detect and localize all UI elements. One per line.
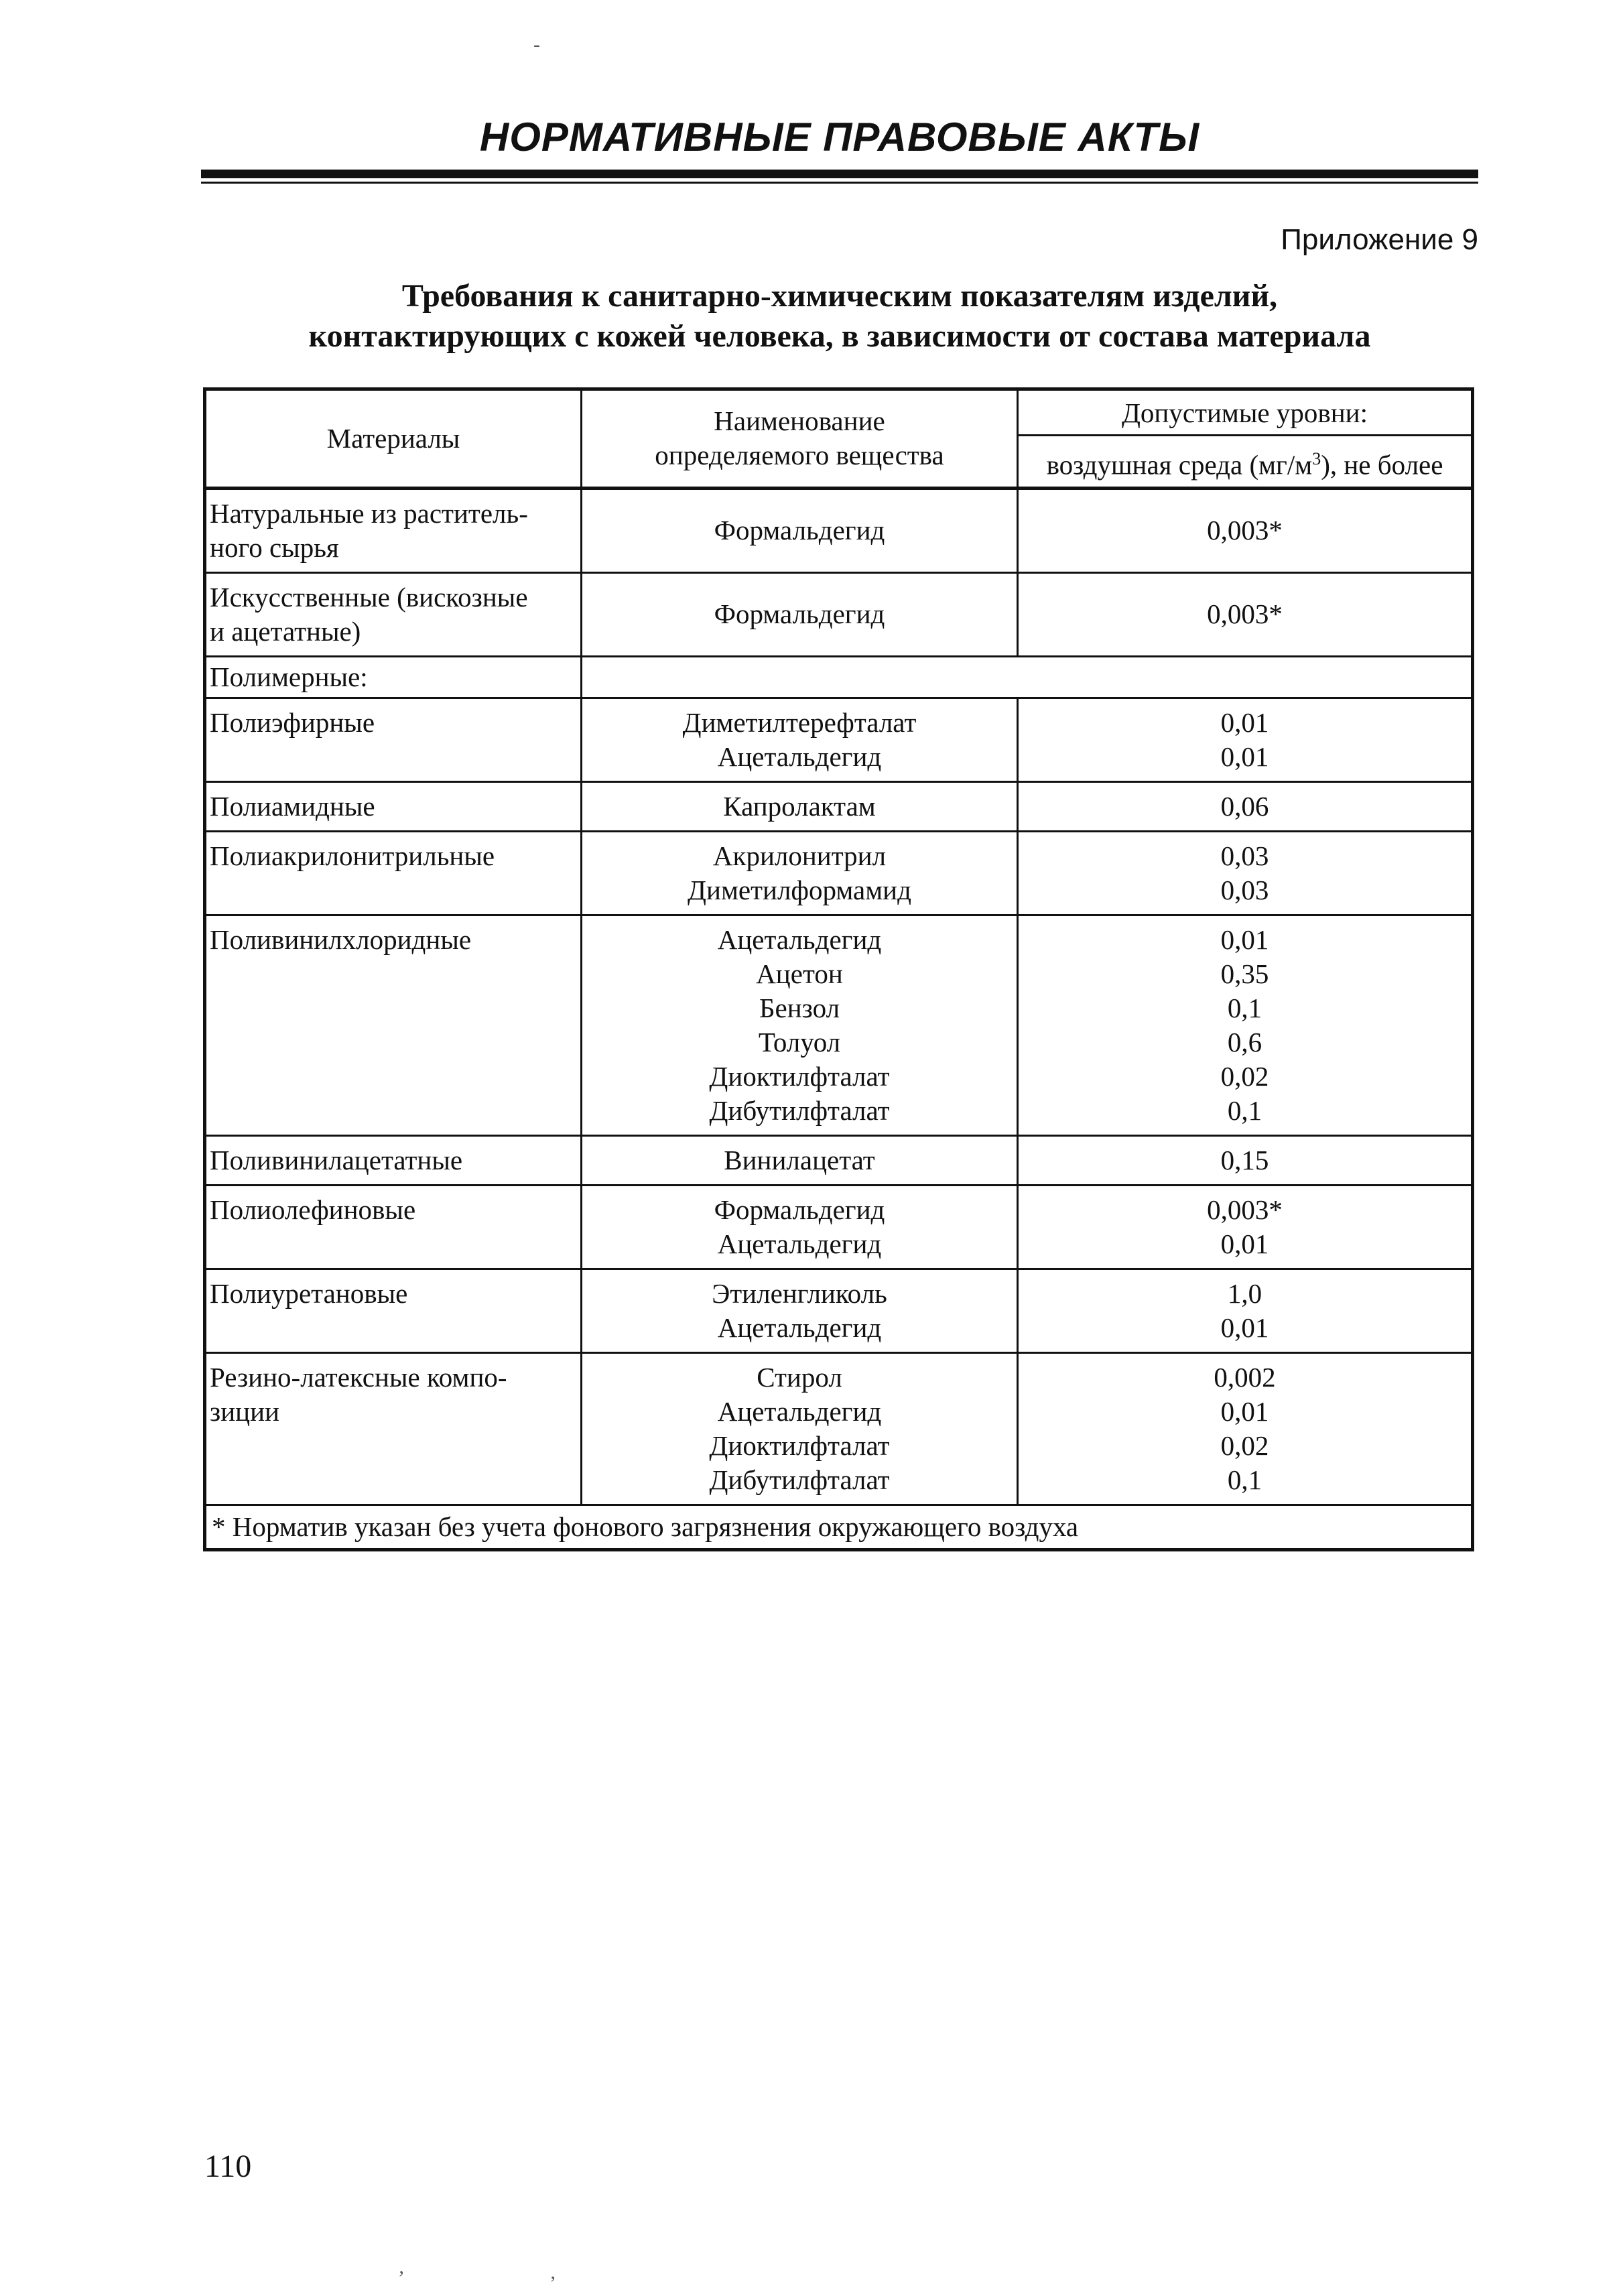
level-cell: [1018, 1135, 1473, 1185]
requirements-table: [203, 387, 1474, 1551]
level-cell: [1018, 488, 1473, 572]
substance-cell: [582, 1185, 1018, 1269]
level-value: 0,03: [1220, 874, 1269, 905]
page-number: 110: [204, 2149, 252, 2184]
level-cell: [1018, 915, 1473, 1135]
level-value: 0,003*: [1207, 1194, 1283, 1225]
material-line: Полиэфирные: [210, 706, 375, 738]
level-cell: [1018, 572, 1473, 656]
level-value: 0,6: [1227, 1026, 1262, 1058]
material-line: Полиолефиновые: [210, 1194, 416, 1225]
level-value: 0,02: [1220, 1429, 1269, 1461]
table-row: [205, 488, 1473, 572]
material-cell: [205, 572, 582, 656]
level-value: 0,06: [1220, 790, 1269, 822]
footnote: * Норматив указан без учета фонового загрязнения окружающего воздуха: [205, 1505, 1473, 1549]
level-value: 0,1: [1227, 992, 1262, 1023]
table-row: [205, 1185, 1473, 1269]
title-line: контактирующих с кожей человека, в зависимости от состава материала: [308, 318, 1371, 354]
substance-name: Дибутилфталат: [709, 1464, 890, 1495]
table-row: [205, 572, 1473, 656]
material-line: Искусственные (вискозные: [210, 581, 528, 613]
material-cell: [205, 915, 582, 1135]
material-line: Полиакрилонитрильные: [210, 840, 495, 871]
levels-unit-pre: воздушная среда (мг/м: [1046, 449, 1313, 481]
substance-cell: [582, 1352, 1018, 1505]
substance-name: Винилацетат: [724, 1144, 875, 1175]
substance-name: Ацетальдегид: [717, 1228, 882, 1259]
level-value: 0,01: [1220, 1312, 1269, 1343]
table-row: [205, 698, 1473, 781]
header-substance-line: Наименование: [714, 405, 885, 437]
substance-cell: [582, 781, 1018, 831]
table-row: [205, 831, 1473, 915]
material-cell: [205, 1352, 582, 1505]
level-value: 0,01: [1220, 741, 1269, 772]
substance-name: Капролактам: [723, 790, 876, 822]
level-cell: [1018, 831, 1473, 915]
level-value: 0,01: [1220, 923, 1269, 955]
running-header: НОРМАТИВНЫЕ ПРАВОВЫЕ АКТЫ: [479, 115, 1200, 160]
header-materials: Материалы: [205, 389, 582, 489]
substance-name: Акрилонитрил: [712, 840, 887, 871]
material-cell: [205, 1135, 582, 1185]
material-line: и ацетатные): [210, 615, 361, 647]
material-cell: [205, 831, 582, 915]
table-row: [205, 1269, 1473, 1352]
header-levels: Допустимые уровни:: [1018, 389, 1473, 436]
header-rule-thin: [201, 182, 1478, 184]
level-cell: [1018, 1352, 1473, 1505]
substance-name: Формальдегид: [714, 1194, 885, 1225]
appendix-label: Приложение 9: [1281, 223, 1478, 256]
level-cell: [1018, 781, 1473, 831]
scan-speck: ‚: [398, 2256, 405, 2278]
material-cell: [205, 698, 582, 781]
level-value: 0,003*: [1207, 598, 1283, 630]
material-line: зиции: [210, 1395, 279, 1427]
substance-cell: [582, 488, 1018, 572]
material-line: ного сырья: [210, 531, 339, 563]
header-substance-line: определяемого вещества: [655, 440, 944, 471]
substance-name: Бензол: [759, 992, 840, 1023]
material-line: Полимерные:: [210, 661, 368, 692]
scan-speck: -: [533, 34, 540, 56]
substance-cell: [582, 915, 1018, 1135]
level-value: 0,002: [1214, 1361, 1276, 1393]
material-line: Резино-латексные компо-: [210, 1361, 507, 1393]
scan-speck: ‚: [549, 2261, 556, 2283]
title-line: Требования к санитарно-химическим показателям изделий,: [401, 278, 1278, 314]
table-row: [205, 656, 1473, 698]
level-value: 0,1: [1227, 1094, 1262, 1126]
substance-name: Ацетальдегид: [717, 923, 882, 955]
level-value: 0,15: [1220, 1144, 1269, 1175]
level-value: 0,01: [1220, 1395, 1269, 1427]
substance-cell: [582, 698, 1018, 781]
material-line: Поливинилацетатные: [210, 1144, 463, 1175]
substance-name: Этиленгликоль: [712, 1277, 887, 1309]
table-row: [205, 915, 1473, 1135]
material-cell: [205, 656, 582, 698]
level-value: 0,01: [1220, 1228, 1269, 1259]
substance-cell: [582, 831, 1018, 915]
substance-name: Формальдегид: [714, 598, 885, 630]
substance-cell: [582, 1269, 1018, 1352]
level-value: 1,0: [1227, 1277, 1262, 1309]
substance-name: Диметилтерефталат: [682, 706, 917, 738]
material-line: Полиамидные: [210, 790, 375, 822]
level-value: 0,35: [1220, 958, 1269, 989]
header-substance: [582, 389, 1018, 489]
empty-cell: [582, 656, 1473, 698]
level-cell: [1018, 698, 1473, 781]
level-value: 0,1: [1227, 1464, 1262, 1495]
header-levels-unit: [1018, 436, 1473, 489]
substance-name: Формальдегид: [714, 515, 885, 546]
level-cell: [1018, 1185, 1473, 1269]
substance-name: Ацетон: [756, 958, 843, 989]
substance-name: Стирол: [757, 1361, 842, 1393]
substance-name: Диоктилфталат: [709, 1060, 890, 1092]
levels-unit-sup: 3: [1312, 449, 1321, 468]
table-row: [205, 1135, 1473, 1185]
table-row: [205, 1352, 1473, 1505]
header-rule-thick: [201, 170, 1478, 178]
substance-name: Толуол: [758, 1026, 841, 1058]
substance-cell: [582, 572, 1018, 656]
level-value: 0,03: [1220, 840, 1269, 871]
substance-name: Ацетальдегид: [717, 741, 882, 772]
table-header-row: [205, 389, 1473, 436]
level-cell: [1018, 1269, 1473, 1352]
material-cell: [205, 1185, 582, 1269]
substance-name: Дибутилфталат: [709, 1094, 890, 1126]
substance-name: Диметилформамид: [688, 874, 911, 905]
material-cell: [205, 1269, 582, 1352]
material-line: Поливинилхлоридные: [210, 923, 472, 955]
substance-name: Ацетальдегид: [717, 1312, 882, 1343]
document-title: [201, 276, 1478, 357]
level-value: 0,02: [1220, 1060, 1269, 1092]
levels-unit-post: ), не более: [1321, 449, 1443, 481]
substance-name: Ацетальдегид: [717, 1395, 882, 1427]
substance-cell: [582, 1135, 1018, 1185]
level-value: 0,01: [1220, 706, 1269, 738]
material-cell: [205, 781, 582, 831]
table-row: [205, 781, 1473, 831]
footnote-row: [205, 1505, 1473, 1549]
material-line: Натуральные из раститель-: [210, 497, 528, 529]
substance-name: Диоктилфталат: [709, 1429, 890, 1461]
level-value: 0,003*: [1207, 515, 1283, 546]
material-line: Полиуретановые: [210, 1277, 408, 1309]
material-cell: [205, 488, 582, 572]
